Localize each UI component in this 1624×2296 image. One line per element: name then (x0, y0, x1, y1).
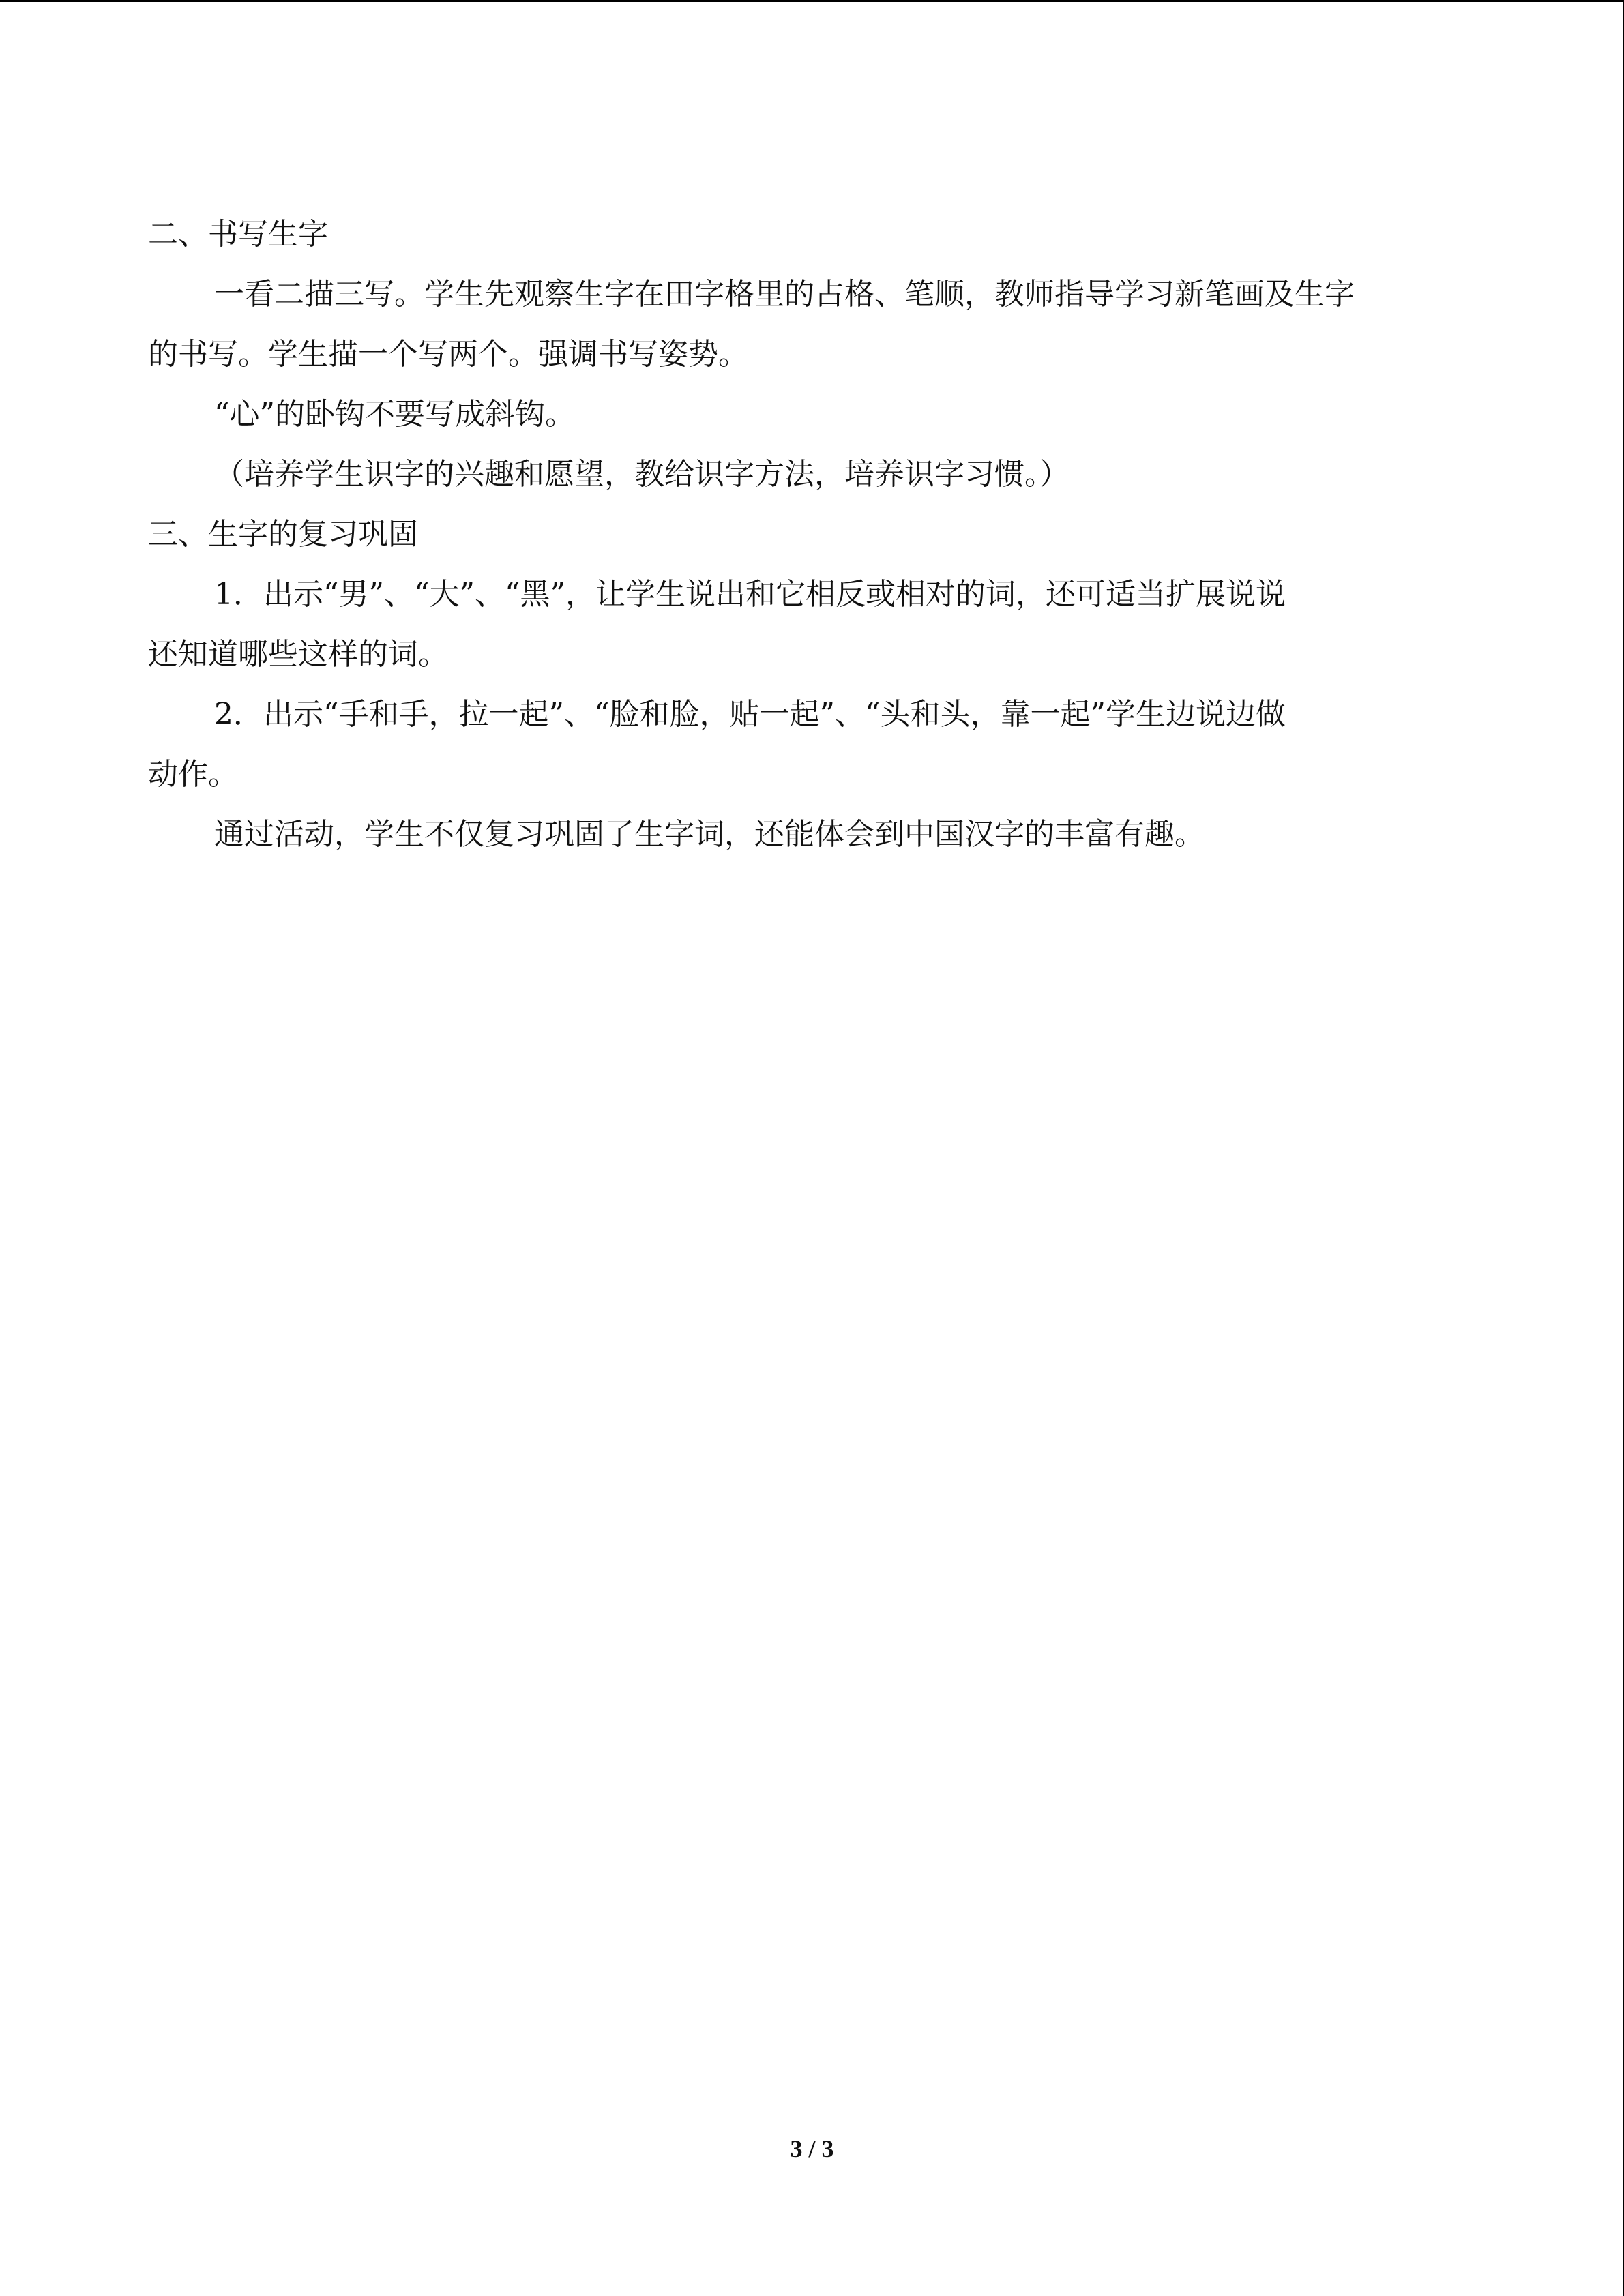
page-number: 3 / 3 (790, 2135, 834, 2162)
paragraph-line: （培养学生识字的兴趣和愿望，教给识字方法，培养识字习惯。） (214, 457, 1069, 492)
paragraph-line: “心”的卧钩不要写成斜钩。 (214, 397, 575, 432)
paragraph-line: 还知道哪些这样的词。 (148, 637, 448, 672)
section-heading-review: 三、生字的复习巩固 (148, 517, 418, 552)
paragraph-line: 2．出示“手和手，拉一起”、“脸和脸，贴一起”、“头和头，靠一起”学生边说边做 (214, 697, 1286, 732)
page-top-border (0, 0, 1624, 2)
paragraph-line: 一看二描三写。学生先观察生字在田字格里的占格、笔顺，教师指导学习新笔画及生字 (214, 277, 1355, 312)
document-body (148, 205, 1475, 865)
paragraph-line: 的书写。学生描一个写两个。强调书写姿势。 (148, 337, 748, 372)
paragraph-line: 动作。 (148, 757, 238, 792)
section-heading-writing: 二、书写生字 (148, 217, 328, 252)
paragraph-line: 通过活动，学生不仅复习巩固了生字词，还能体会到中国汉字的丰富有趣。 (214, 817, 1205, 852)
paragraph-line: 1．出示“男”、“大”、“黑”，让学生说出和它相反或相对的词，还可适当扩展说说 (214, 577, 1286, 612)
